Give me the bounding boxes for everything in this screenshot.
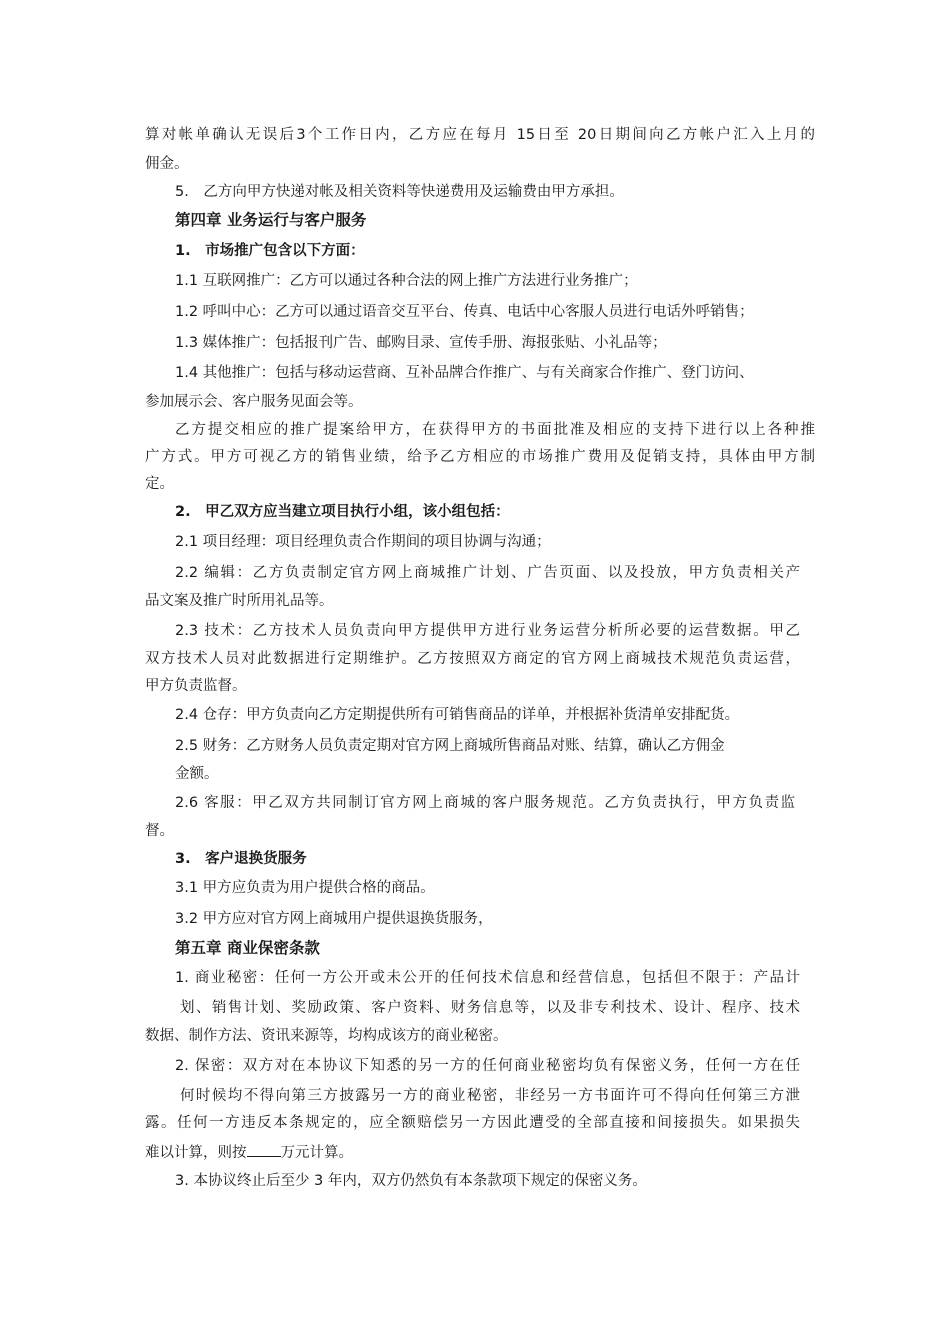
- list-item: 1.4 其他推广：包括与移动运营商、互补品牌合作推广、与有关商家合作推广、登门访问、: [175, 365, 754, 381]
- paragraph-line: 数据、制作方法、资讯来源等，均构成该方的商业秘密。: [145, 1028, 508, 1044]
- list-item: 1.1 互联网推广：乙方可以通过各种合法的网上推广方法进行业务推广；: [175, 273, 638, 289]
- paragraph-line: 甲方负责监督。: [145, 678, 247, 694]
- paragraph-line: 乙方提交相应的推广提案给甲方，在获得甲方的书面批准及相应的支持下进行以上各种推: [175, 422, 815, 438]
- list-item: 2.1 项目经理：项目经理负责合作期间的项目协调与沟通；: [175, 534, 551, 550]
- chapter-heading: 第四章 业务运行与客户服务: [175, 211, 367, 229]
- list-item: 3. 本协议终止后至少 3 年内，双方仍然负有本条款项下规定的保密义务。: [175, 1173, 647, 1189]
- list-item: 1. 商业秘密：任何一方公开或未公开的任何技术信息和经营信息，包括但不限于：产品计: [175, 970, 800, 986]
- list-item: 2. 保密：双方对在本协议下知悉的另一方的任何商业秘密均负有保密义务，任何一方在任: [175, 1058, 800, 1074]
- paragraph-line: 双方技术人员对此数据进行定期维护。乙方按照双方商定的官方网上商城技术规范负责运营，: [145, 651, 800, 667]
- list-item: 2.3 技术：乙方技术人员负责向甲方提供甲方进行业务运营分析所必要的运营数据。甲乙: [175, 623, 800, 639]
- paragraph-line: [145, 1142, 815, 1162]
- list-item: 2.6 客服：甲乙双方共同制订官方网上商城的客户服务规范。乙方负责执行，甲方负责监: [175, 795, 795, 811]
- list-item: 2.4 仓存：甲方负责向乙方定期提供所有可销售商品的详单，并根据补货清单安排配货。: [175, 707, 740, 723]
- paragraph-line: 品文案及推广时所用礼品等。: [145, 593, 334, 609]
- paragraph-line: 督。: [145, 823, 174, 839]
- section-heading: 2. 甲乙双方应当建立项目执行小组，该小组包括：: [175, 504, 510, 520]
- line-text: 难以计算，则按: [145, 1145, 247, 1161]
- list-item: 1.2 呼叫中心：乙方可以通过语音交互平台、传真、电话中心客服人员进行电话外呼销售；: [175, 304, 754, 320]
- list-item: 3.1 甲方应负责为用户提供合格的商品。: [175, 880, 435, 896]
- list-item: 3.2 甲方应对官方网上商城用户提供退换货服务，: [175, 911, 493, 927]
- paragraph-line: 露。任何一方违反本条规定的，应全额赔偿另一方因此遭受的全部直接和间接损失。如果损失: [145, 1115, 800, 1131]
- paragraph-line: 定。: [145, 476, 174, 492]
- list-item: 2.2 编辑：乙方负责制定官方网上商城推广计划、广告页面、以及投放，甲方负责相关产: [175, 565, 800, 581]
- paragraph-line: 何时候均不得向第三方披露另一方的商业秘密，非经另一方书面许可不得向任何第三方泄: [180, 1088, 800, 1104]
- paragraph-line: 算对帐单确认无误后3个工作日内，乙方应在每月 15日至 20日期间向乙方帐户汇入上月的: [145, 127, 815, 143]
- chapter-heading: 第五章 商业保密条款: [175, 939, 320, 957]
- paragraph-line: 参加展示会、客户服务见面会等。: [145, 394, 363, 410]
- blank-underline: [247, 1142, 281, 1157]
- list-item: 1.3 媒体推广：包括报刊广告、邮购目录、宣传手册、海报张贴、小礼品等；: [175, 335, 667, 351]
- paragraph-line: 广方式。甲方可视乙方的销售业绩，给予乙方相应的市场推广费用及促销支持，具体由甲方制: [145, 449, 815, 465]
- line-text: 万元计算。: [280, 1145, 353, 1161]
- paragraph-line: 划、销售计划、奖励政策、客户资料、财务信息等，以及非专利技术、设计、程序、技术: [180, 1000, 800, 1016]
- paragraph-line: 金额。: [175, 766, 219, 782]
- list-item: 5. 乙方向甲方快递对帐及相关资料等快递费用及运输费由甲方承担。: [175, 184, 624, 200]
- section-heading: 3. 客户退换货服务: [175, 851, 307, 867]
- section-heading: 1. 市场推广包含以下方面：: [175, 243, 365, 259]
- paragraph-line: 佣金。: [145, 156, 189, 172]
- list-item: 2.5 财务：乙方财务人员负责定期对官方网上商城所售商品对账、结算，确认乙方佣金: [175, 738, 725, 754]
